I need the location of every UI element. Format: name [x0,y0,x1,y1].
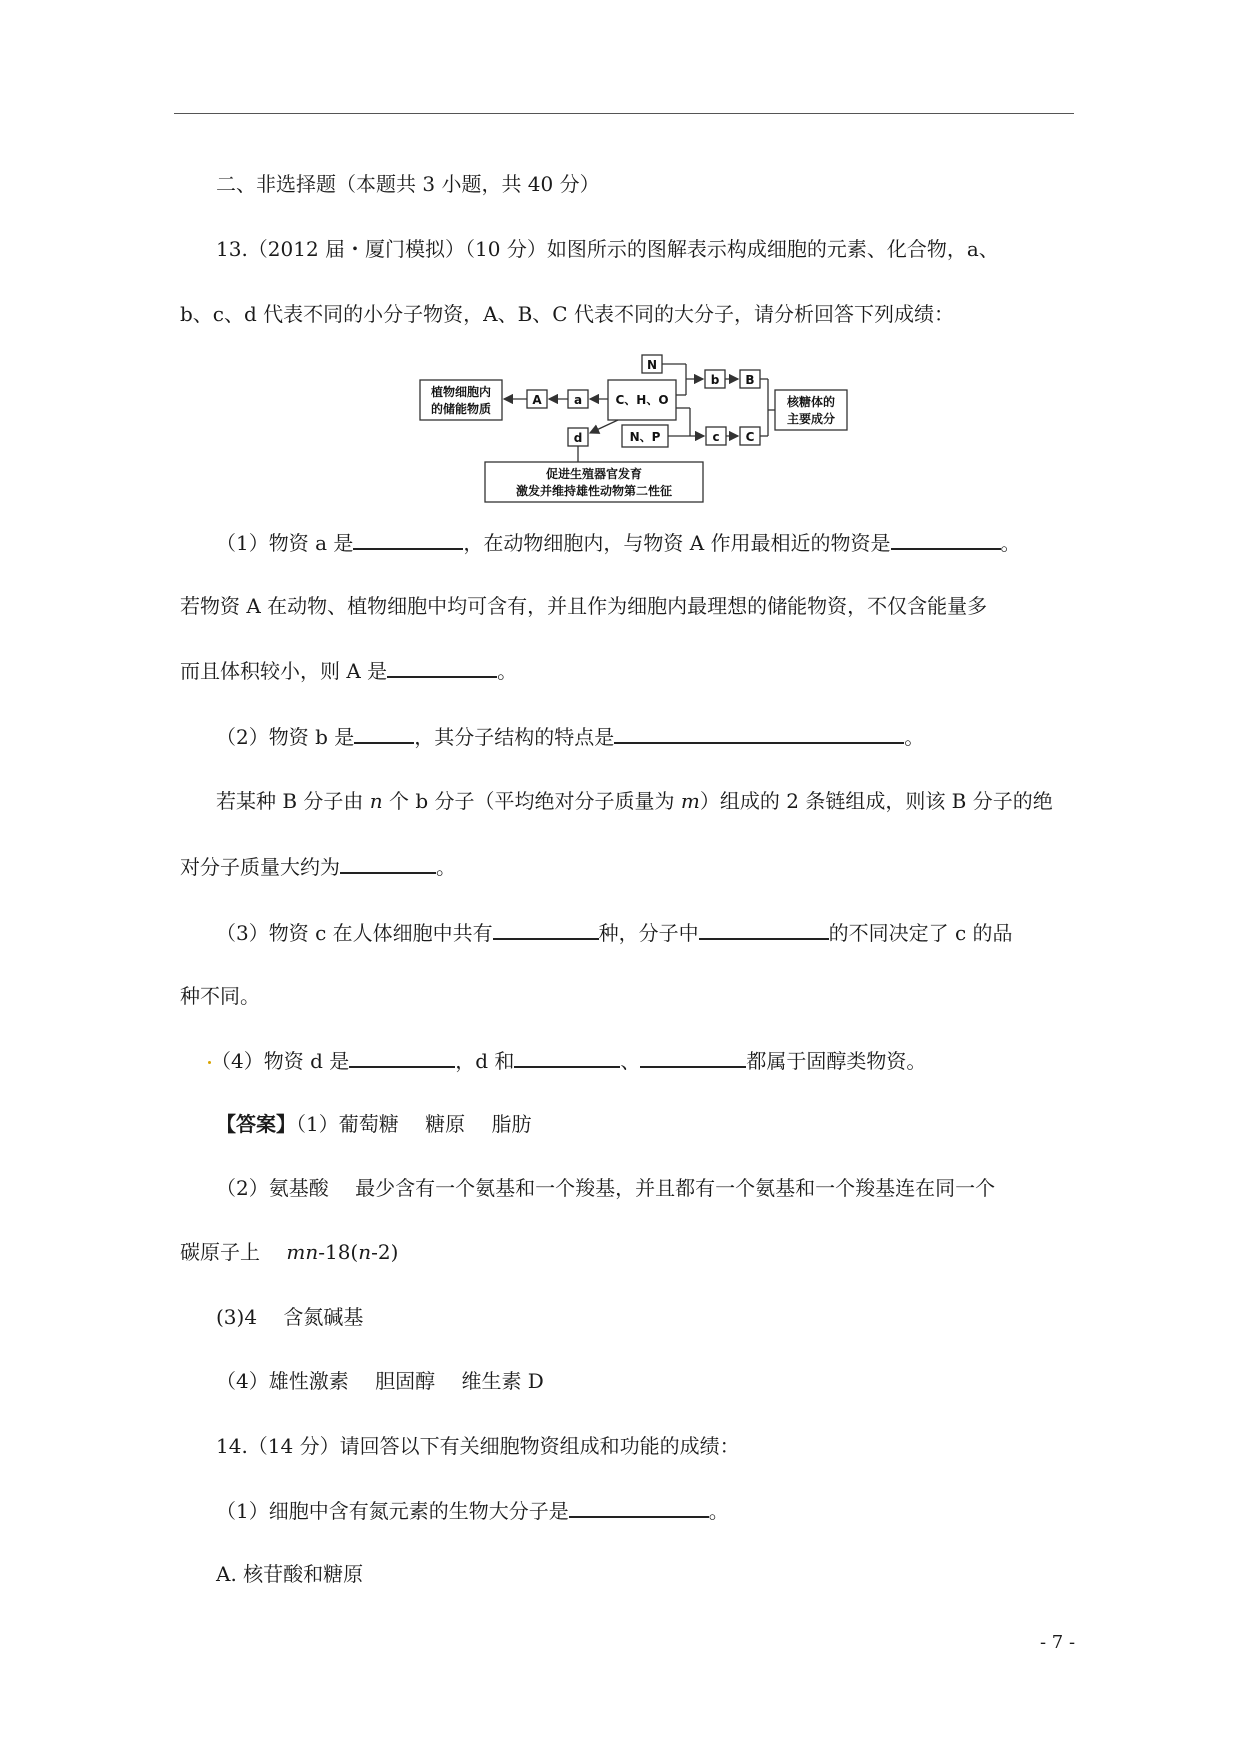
q13-part1-line1 [216,528,1021,557]
answer-line5: （4）雄性激素 胆固醇 维生素 D [216,1369,544,1393]
sex-label-2: 激发并维持雄性动物第二性征 [515,484,673,498]
answer-line4: (3)4 含氮碱基 [216,1305,364,1329]
text: 而且体积较小，则 A 是 [180,659,388,683]
page-number: - 7 - [1040,1632,1076,1653]
answer-blank [514,1046,620,1068]
section-title: 二、非选择题（本题共 3 小题，共 40 分） [216,172,600,196]
text: ，d 和 [455,1049,515,1073]
node-NP: N、P [629,430,661,444]
node-a: a [573,393,583,407]
storage-label-2: 的储能物质 [430,402,492,416]
node-A: A [532,393,542,407]
text: （4）物资 d 是 [211,1049,350,1073]
ribosome-label-1: 核糖体的 [786,395,836,409]
text: 若某种 B 分子由 [216,789,370,813]
node-N: N [646,358,658,372]
header-rule [174,113,1074,114]
q13-diagram [410,345,880,505]
answer-line1 [216,1110,531,1138]
q13-part1-line2: 若物资 A 在动物、植物细胞中均可含有，并且作为细胞内最理想的储能物资，不仅含能量多 [180,594,988,618]
text: 。 [497,659,518,683]
answer-blank [699,918,829,940]
q13-part3-line1 [216,918,1013,947]
q13-part2-line3 [180,852,456,881]
text: 对分子质量大约为 [180,855,340,879]
text: 、 [620,1049,641,1073]
q14-part1 [216,1496,729,1525]
text: （2）物资 b 是 [216,725,355,749]
text: 。 [708,1499,729,1523]
text: 。 [436,855,456,879]
text: 的不同决定了 c 的品 [828,921,1013,945]
text: （3）物资 c 在人体细胞中共有 [216,921,493,945]
q13-line1: 13.（2012 届・厦门模拟）（10 分）如图所示的图解表示构成细胞的元素、化合物，a、 [216,237,999,261]
answer-blank [353,528,463,550]
text: 。 [1000,531,1021,555]
node-b: b [710,373,720,387]
node-C: C [745,430,755,444]
answer-blank [354,722,414,744]
node-c: c [712,430,720,444]
answer-blank [640,1046,746,1068]
answer-line2: （2）氨基酸 最少含有一个氨基和一个羧基，并且都有一个氨基和一个羧基连在同一个 [216,1176,996,1200]
text: -18( [318,1240,359,1264]
text: 碳原子上 [180,1240,287,1264]
text: mn [286,1240,319,1264]
answer-blank [891,528,1001,550]
ribosome-label-2: 主要成分 [786,412,836,426]
answer-blank [569,1496,709,1518]
q14-line1: 14.（14 分）请回答以下有关细胞物资组成和功能的成绩： [216,1434,740,1458]
text: ，其分子结构的特点是 [414,725,615,749]
q13-part3-line2: 种不同。 [180,984,260,1008]
text: ，在动物细胞内，与物资 A 作用最相近的物资是 [463,531,891,555]
text: n [358,1240,372,1264]
text: 个 b 分子（平均绝对分子质量为 [382,789,681,813]
answer-label: 【答案】 [216,1112,296,1136]
text: （1）物资 a 是 [216,531,354,555]
text: m [680,789,700,813]
answer-line3 [180,1238,398,1266]
text: 。 [904,725,925,749]
text: 都属于固醇类物资。 [746,1049,927,1073]
answer-blank [387,656,497,678]
text: n [369,789,383,813]
answer-blank [340,852,436,874]
answer-blank [349,1046,455,1068]
node-B: B [745,373,755,387]
q13-part2-line2 [216,787,1053,815]
text: 种，分子中 [598,921,699,945]
answer-blank [614,722,904,744]
text: ）组成的 2 条链组成，则该 B 分子的绝 [699,789,1053,813]
text: （1）葡萄糖 糖原 脂肪 [296,1112,532,1136]
q13-line2: b、c、d 代表不同的小分子物资，A、B、C 代表不同的大分子，请分析回答下列成绩： [180,302,954,326]
storage-label-1: 植物细胞内 [430,385,492,399]
sex-label-1: 促进生殖器官发育 [545,467,643,481]
q14-option-a: A. 核苷酸和糖原 [216,1562,364,1586]
text: -2) [371,1240,399,1264]
answer-blank [493,918,599,940]
q13-part4 [208,1046,926,1075]
text: （1）细胞中含有氮元素的生物大分子是 [216,1499,569,1523]
node-d: d [573,431,583,445]
q13-part1-line3 [180,656,517,685]
q13-part2-line1 [216,722,924,751]
node-CHO: C、H、O [615,393,669,407]
